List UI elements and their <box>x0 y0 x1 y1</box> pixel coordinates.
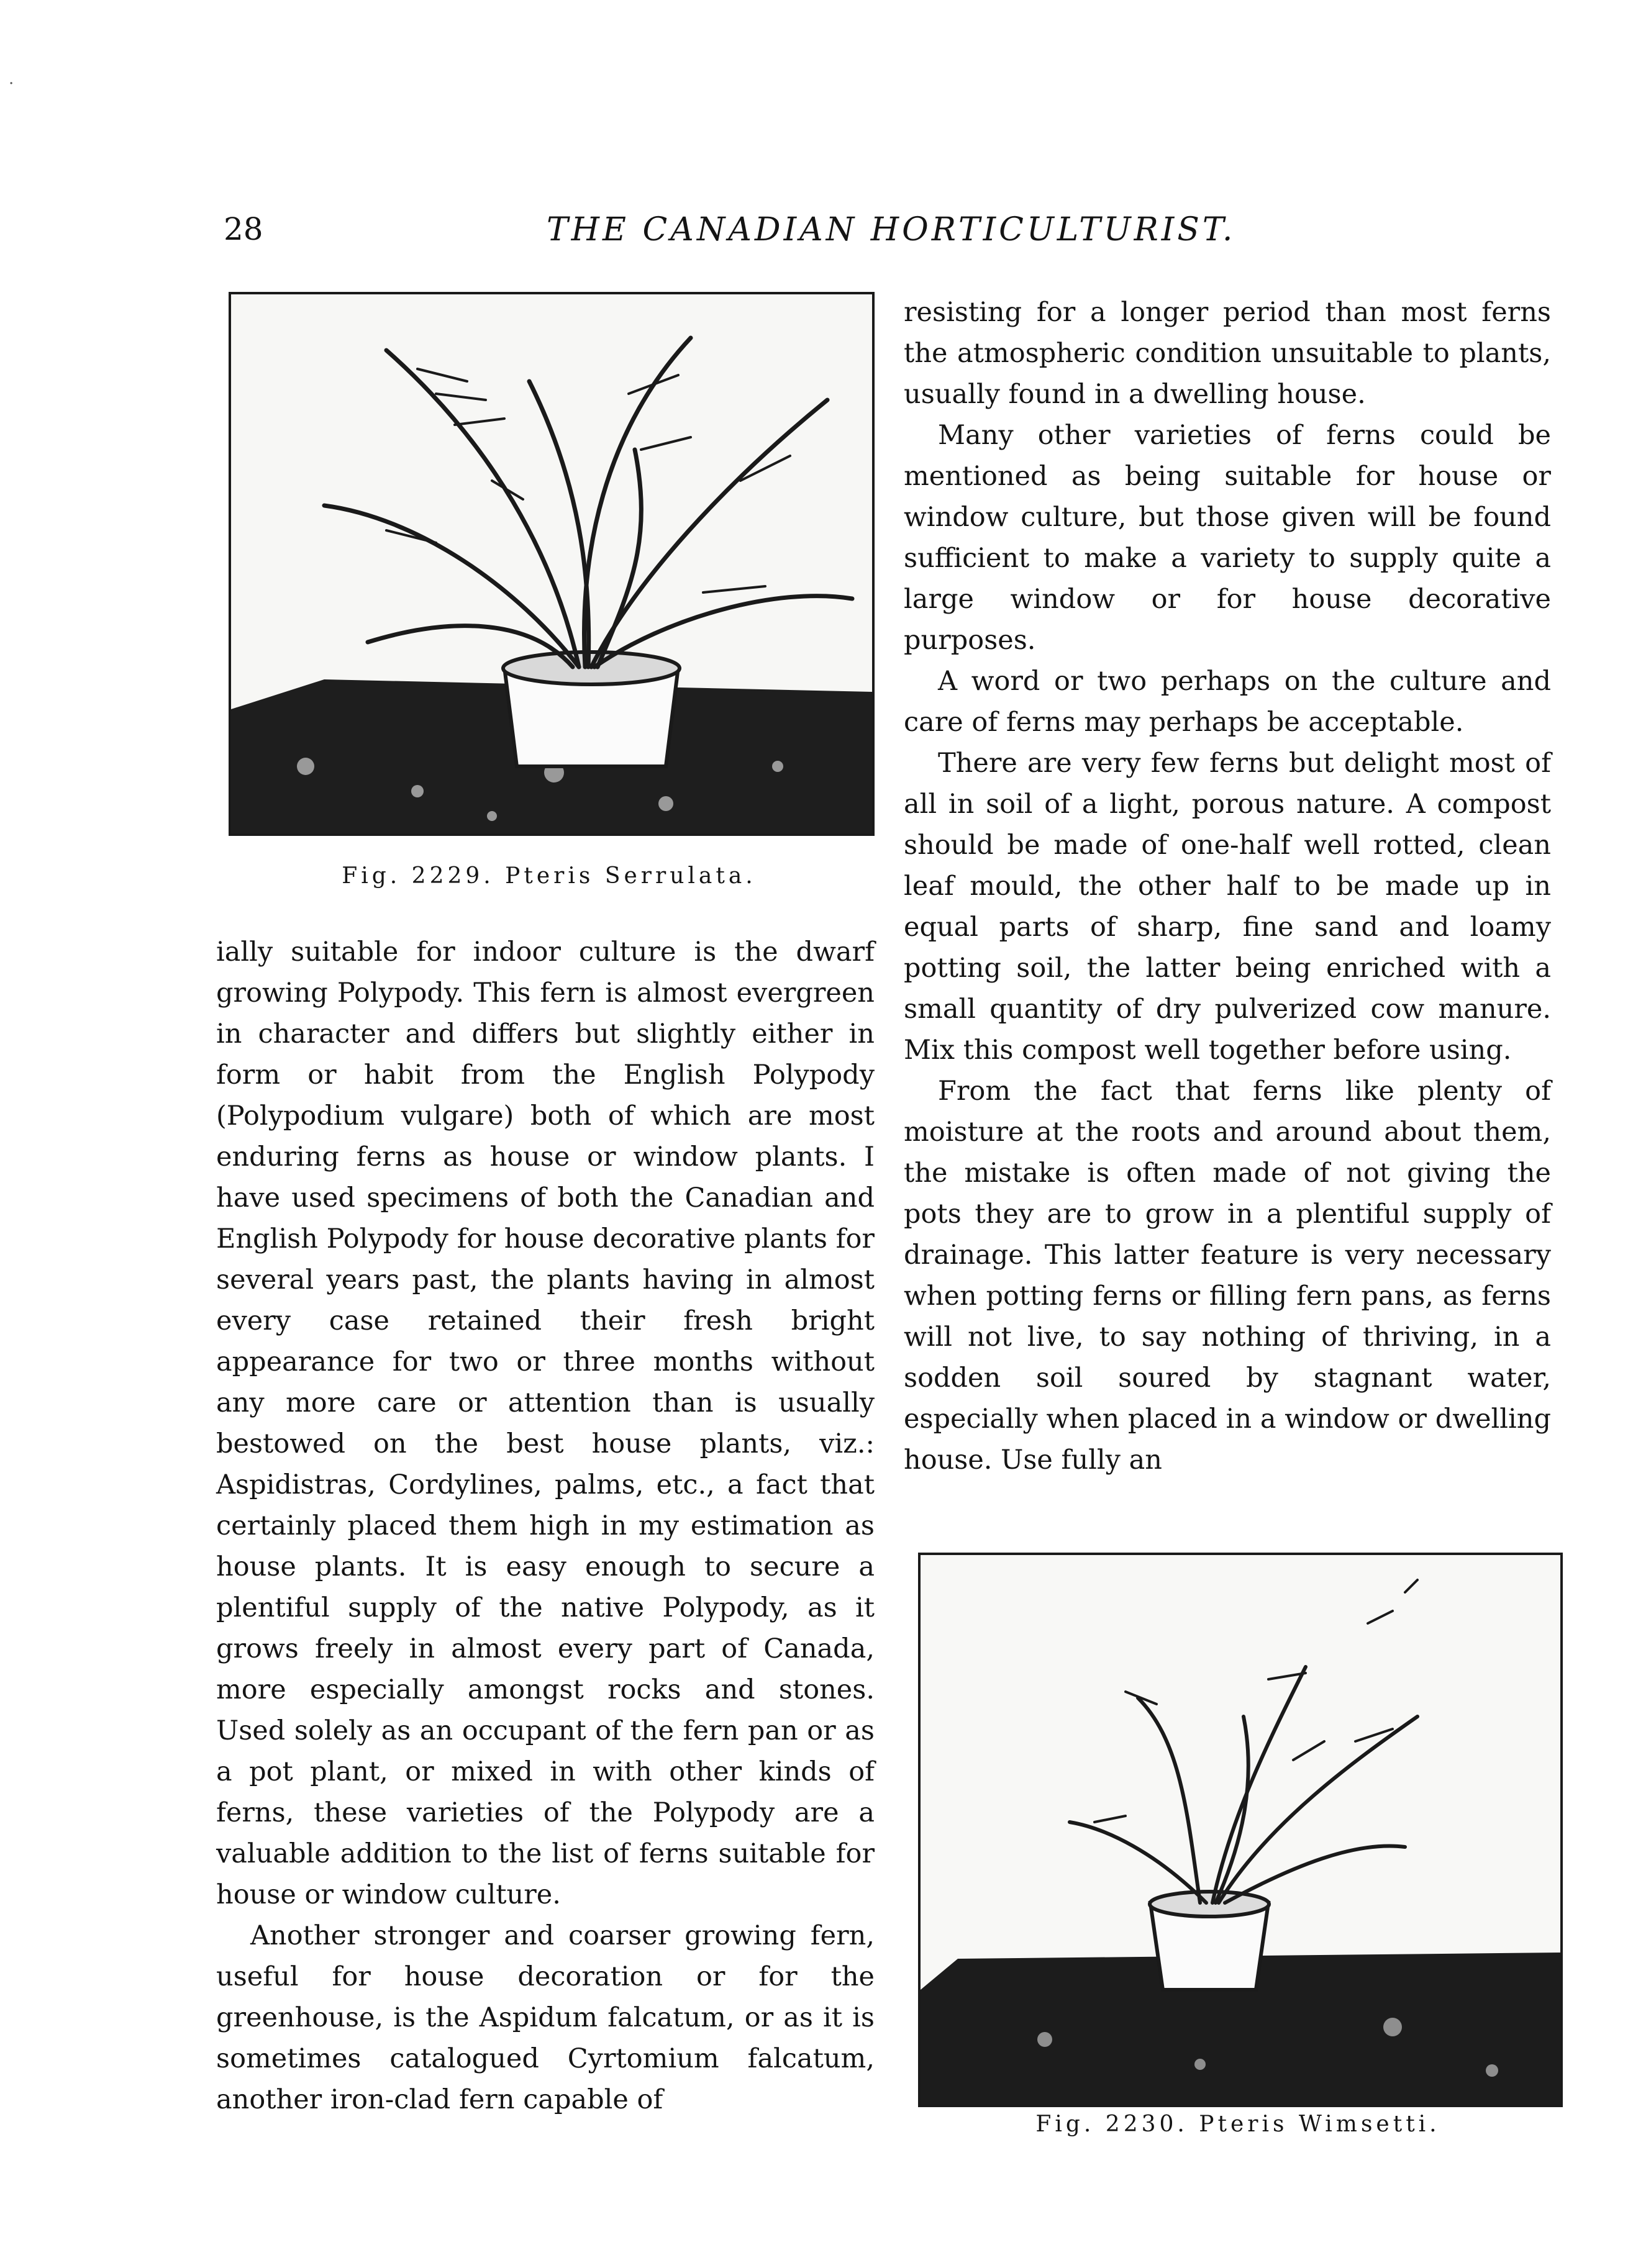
paragraph: Another stronger and coarser growing fern, useful for house decoration or for the greenhouse, is the Aspidum falcatum, or as it is sometimes catalogued Cyrtomium falcatum, another iron-clad fern capable of <box>216 1920 875 2115</box>
paragraph: There are very few ferns but delight most of all in soil of a light, porous nature. A compost should be made of one-half well rotted, clean leaf mould, the other half to be made up in equal parts of sharp, fine sand and loamy potting soil, the latter being enriched with a small quantity of dry pulverized cow manure. Mix this compost well together before using. <box>904 748 1551 1066</box>
page-header <box>224 211 1559 261</box>
figure-pteris-serrulata <box>229 292 875 836</box>
paragraph: ially suitable for indoor culture is the dwarf growing Polypody. This fern is almost evergreen in character and differs but slightly either in form or habit from the English Polypody (Polypodium vulgare) both of which are most enduring ferns as house or window plants. I have used specimens of both the Canadian and English Polypody for house decorative plants for several years past, the plants having in almost every case retained their fresh bright appearance for two or three months without any more care or attention than is usually bestowed on the best house plants, viz.: Aspidistras, Cordylines, palms, etc., a fact that certainly placed them high in my estimation as house plants. It is easy enough to secure a plentiful supply of the native Polypody, as it grows freely in almost every part of Canada, more especially amongst rocks and stones. Used solely as an occupant of the fern pan or as a pot plant, or mixed in with other kinds of ferns, these varieties of the Polypody are a valuable addition to the list of ferns suitable for house or window culture. <box>216 937 875 1910</box>
left-column <box>216 932 875 2120</box>
figure-caption-229: Fig. 2229. Pteris Serrulata. <box>342 863 757 889</box>
fern-photo-1 <box>231 294 872 833</box>
margin-mark: · <box>9 75 14 93</box>
right-column <box>904 292 1551 1481</box>
paragraph: A word or two perhaps on the culture and care of ferns may perhaps be acceptable. <box>904 666 1551 738</box>
paragraph: resisting for a longer period than most ferns the atmospheric condition unsuitable to plants, usually found in a dwelling house. <box>904 297 1551 410</box>
running-title: THE CANADIAN HORTICULTURIST. <box>547 211 1236 248</box>
figure-caption-230: Fig. 2230. Pteris Wimsetti. <box>1035 2112 1440 2137</box>
fern-photo-2 <box>921 1555 1560 2105</box>
paragraph: From the fact that ferns like plenty of moisture at the roots and around about them, the mistake is often made of not giving the pots they are to grow in a plentiful supply of drainage. This latter feature is very necessary when potting ferns or filling fern pans, as ferns will not live, to say nothing of thriving, in a sodden soil soured by stagnant water, especially when placed in a window or dwelling house. Use fully an <box>904 1076 1551 1476</box>
page-number: 28 <box>224 211 263 247</box>
figure-pteris-wimsetti <box>918 1553 1563 2107</box>
paragraph: Many other varieties of ferns could be mentioned as being suitable for house or window culture, but those given will be found sufficient to make a variety to supply quite a large window or for house decorative purposes. <box>904 420 1551 656</box>
